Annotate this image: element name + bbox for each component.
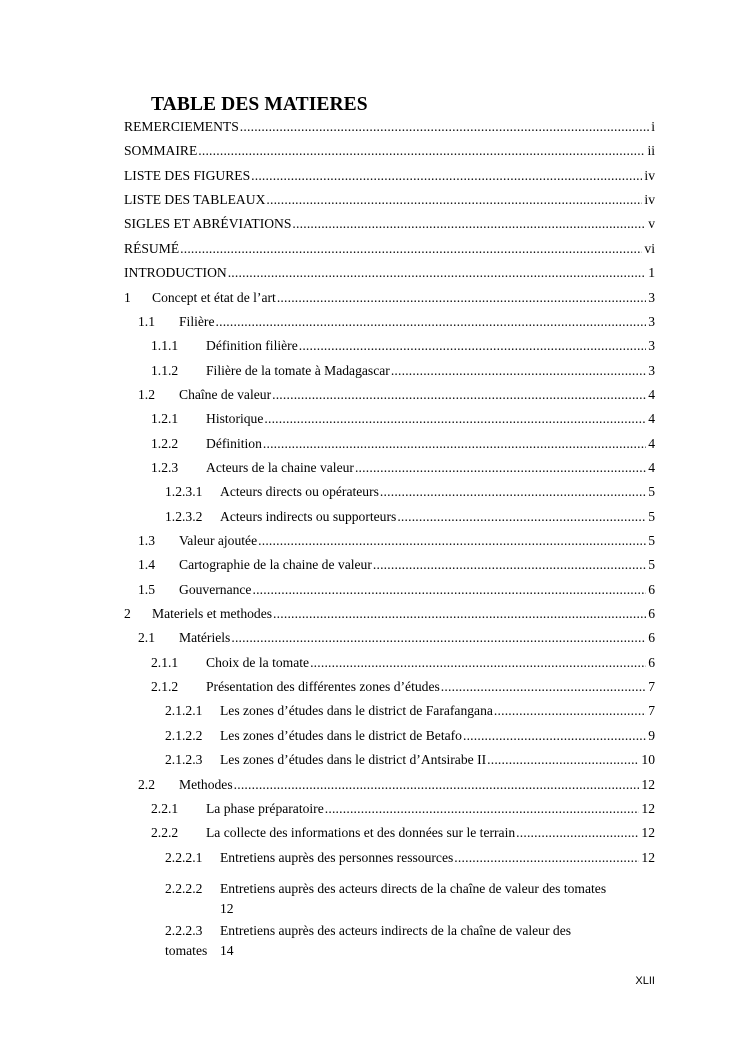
toc-entry-page: 4 [648,435,655,451]
toc-entry-page: iv [644,192,655,208]
dot-leader [228,264,647,281]
dot-leader [264,410,646,427]
toc-entry-text: Présentation des différentes zones d’études [206,679,440,695]
dot-leader [198,142,645,159]
toc-entry-page: 1 [648,265,655,281]
toc-entry-text: Materiels et methodes [152,606,273,621]
toc-entry-text: La phase préparatoire [206,800,324,816]
toc-entry-number: 1.1.2 [151,362,179,378]
toc-entry[interactable] [138,581,655,598]
dot-leader [463,727,646,744]
toc-entry-text: Les zones d’études dans le district d’Antsirabe II [220,752,487,768]
toc-entry-number: 2.2 [138,776,155,792]
dot-leader [231,629,646,646]
toc-entry[interactable] [138,629,655,646]
toc-entry-page: 3 [648,362,655,378]
toc-entry[interactable] [124,215,655,232]
toc-entry-page: 7 [648,703,655,719]
toc-entry[interactable] [138,776,655,793]
toc-entry[interactable] [151,410,655,427]
toc-entry-page: 6 [648,581,655,597]
toc-entry-text: Acteurs indirects ou supporteurs [220,508,397,524]
toc-entry-page: v [648,216,655,232]
toc-entry-page: 12 [641,849,655,865]
toc-entry-text: Acteurs directs ou opérateurs [220,484,379,500]
toc-entry-text: La collecte des informations et des données sur le terrain [206,825,516,841]
toc-entry-text: Entretiens auprès des acteurs indirects de la chaîne de valeur des [220,923,572,938]
toc-entry[interactable] [151,435,655,452]
toc-entry[interactable] [124,240,655,257]
toc-entry-number: 1.2.2 [151,435,179,451]
toc-entry-page: 12 [641,825,655,841]
toc-entry-number: 2.1.2 [151,679,179,695]
toc-entry-number: 1.2.3.1 [165,484,203,500]
toc-entry-page: 5 [648,533,655,548]
dot-leader [355,459,646,476]
toc-entry-number: 1.2 [138,386,155,402]
dot-leader [299,337,646,354]
toc-entry-page: iv [644,167,655,183]
dot-leader [454,849,639,866]
toc-entry-text: RÉSUMÉ [124,240,180,256]
dot-leader [380,483,646,500]
toc-entry-number: 1.1.1 [151,338,179,354]
dot-leader [258,532,646,549]
dot-leader [273,605,646,622]
toc-entry-number: 2.1.2.1 [165,703,203,719]
toc-entry-text: Définition filière [206,338,298,354]
toc-entry[interactable] [165,751,655,768]
toc-entry-page: 12 [641,776,655,792]
toc-entry-text: Filière de la tomate à Madagascar [206,362,390,378]
toc-entry-number: 2.2.2.2 [165,881,203,896]
toc-entry-text: REMERCIEMENTS [124,119,239,134]
toc-entry[interactable] [165,483,655,500]
toc-entry-page: 10 [641,752,655,768]
toc-entry-number: 1.3 [138,533,155,548]
toc-entry[interactable] [124,142,655,159]
toc-entry-text: Choix de la tomate [206,654,310,670]
toc-entry-text: Valeur ajoutée [179,533,258,548]
dot-leader [252,581,646,598]
toc-entry[interactable] [151,824,655,841]
toc-entry[interactable] [124,264,655,281]
toc-entry-page: 4 [648,386,655,402]
toc-entry[interactable] [124,118,655,135]
toc-entry-page: i [651,119,655,134]
dot-leader [292,215,646,232]
toc-entry[interactable] [138,386,655,403]
toc-entry-page: 5 [648,484,655,500]
toc-entry-2-2-2-3[interactable] [165,921,655,961]
dot-leader [487,751,639,768]
toc-entry-text: Cartographie de la chaine de valeur [179,557,372,573]
toc-entry-page: 12 [220,901,234,916]
dot-leader [180,240,642,257]
toc-entry-text: Les zones d’études dans le district de Farafangana [220,703,493,719]
toc-entry[interactable] [151,337,655,354]
toc-entry-page: 9 [648,727,655,743]
toc-entry[interactable] [151,459,655,476]
toc-entry-text: Historique [206,411,264,427]
toc-entry-text-continued: tomates [165,943,208,958]
toc-entry-page: 5 [648,508,655,524]
toc-entry-text: LISTE DES FIGURES [124,167,251,183]
toc-entry[interactable] [165,849,655,866]
toc-entry[interactable] [151,800,655,817]
toc-entry-text: SIGLES ET ABRÉVIATIONS [124,216,292,232]
dot-leader [266,191,642,208]
dot-leader [234,776,640,793]
toc-entry-text: SOMMAIRE [124,143,198,159]
toc-entry[interactable] [124,289,655,306]
dot-leader [263,435,646,452]
toc-entry-number: 2.1.2.3 [165,752,203,768]
toc-entry-text: Définition [206,435,262,451]
dot-leader [373,556,646,573]
toc-entry-text: INTRODUCTION [124,265,227,281]
toc-entry-page: 6 [648,606,655,621]
toc-entry-number: 2.1.2.2 [165,727,203,743]
page-number-footer: XLII [635,975,655,987]
toc-entry-page: 14 [220,943,234,958]
toc-entry-number: 2.2.2.3 [165,923,203,938]
toc-entry-page: 7 [648,679,655,695]
toc-entry-page: 4 [648,459,655,475]
toc-entry-number: 1.4 [138,557,155,573]
toc-entry-text: Acteurs de la chaine valeur [206,459,354,475]
toc-entry-2-2-2-2[interactable] [165,879,655,919]
dot-leader [441,678,646,695]
toc-entry-text: Entretiens auprès des personnes ressources [220,849,454,865]
toc-entry-page: ii [647,143,655,159]
toc-entry-page: 4 [648,411,655,427]
toc-entry-text: Filière [179,313,215,329]
dot-leader [325,800,640,817]
toc-entry-page: 6 [648,654,655,670]
toc-entry-page: 6 [648,630,655,646]
dot-leader [494,702,646,719]
toc-entry-number: 1.2.3 [151,459,179,475]
dot-leader [216,313,647,330]
dot-leader [251,167,642,184]
dot-leader [240,118,649,135]
toc-entry[interactable] [138,313,655,330]
toc-entry[interactable] [165,702,655,719]
dot-leader [391,362,646,379]
toc-entry[interactable] [151,362,655,379]
toc-entry-number: 2.2.2 [151,825,179,841]
toc-entry-page: 3 [648,289,655,305]
dot-leader [310,654,646,671]
toc-entry-text: Gouvernance [179,581,252,597]
toc-entry[interactable] [165,727,655,744]
toc-entry-page: 3 [648,313,655,329]
toc-entry-number: 2.1.1 [151,654,179,670]
toc-entry-page: vi [644,240,655,256]
page-title: TABLE DES MATIERES [151,94,368,115]
dot-leader [397,508,646,525]
toc-entry-number: 1.1 [138,313,155,329]
toc-entry-text: Matériels [179,630,231,646]
toc-entry-text: Les zones d’études dans le district de Betafo [220,727,462,743]
dot-leader [272,386,646,403]
toc-entry-page: 3 [648,338,655,354]
toc-entry-number: 2.1 [138,630,155,646]
toc-entry[interactable] [151,678,655,695]
toc-entry[interactable] [124,191,655,208]
toc-entry[interactable] [165,508,655,525]
toc-entry[interactable] [138,532,655,549]
toc-entry[interactable] [151,654,655,671]
toc-entry-number: 1.2.3.2 [165,508,203,524]
toc-entry-number: 2 [124,606,131,621]
toc-entry-page: 12 [641,800,655,816]
toc-entry-number: 2.2.1 [151,800,179,816]
toc-entry-number: 1 [124,289,131,305]
toc-entry-text: Entretiens auprès des acteurs directs de la chaîne de valeur des tomates [220,881,607,896]
toc-entry-text: Chaîne de valeur [179,386,272,402]
toc-entry[interactable] [124,605,655,622]
toc-entry-text: Concept et état de l’art [152,289,276,305]
toc-entry-page: 5 [648,557,655,573]
toc-entry-number: 1.2.1 [151,411,179,427]
toc-entry[interactable] [138,556,655,573]
dot-leader [277,289,646,306]
toc-entry-text: LISTE DES TABLEAUX [124,192,266,208]
toc-entry-text: Methodes [179,776,233,792]
toc-entry[interactable] [124,167,655,184]
toc-entry-number: 2.2.2.1 [165,849,203,865]
dot-leader [516,824,639,841]
toc-entry-number: 1.5 [138,581,155,597]
